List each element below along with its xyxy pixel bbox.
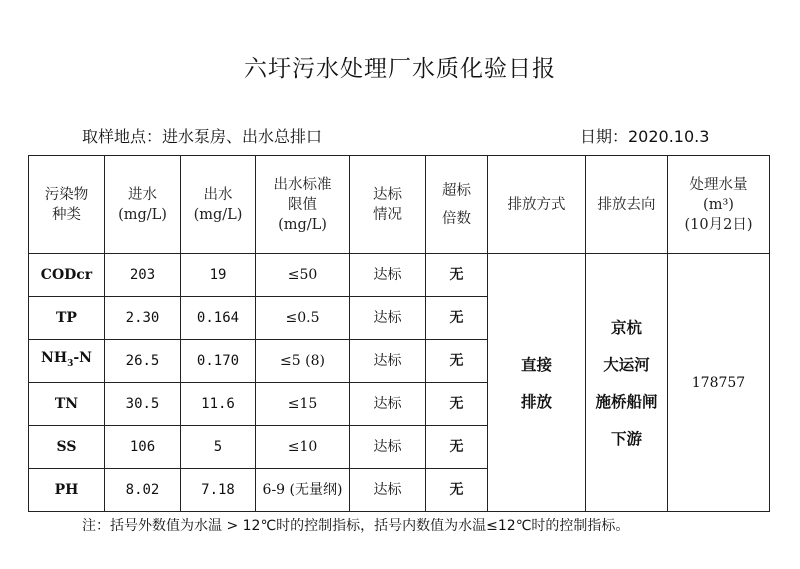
standard-cell: ≤10 bbox=[256, 426, 350, 469]
outflow-cell: 0.164 bbox=[181, 297, 256, 340]
outflow-cell: 11.6 bbox=[181, 383, 256, 426]
status-cell: 达标 bbox=[350, 426, 426, 469]
inflow-cell: 8.02 bbox=[105, 469, 181, 512]
header-discharge-method: 排放方式 bbox=[488, 156, 586, 254]
outflow-cell: 5 bbox=[181, 426, 256, 469]
inflow-cell: 30.5 bbox=[105, 383, 181, 426]
standard-cell: ≤0.5 bbox=[256, 297, 350, 340]
pollutant-cell: TN bbox=[29, 383, 105, 426]
exceed-cell: 无 bbox=[426, 383, 488, 426]
pollutant-cell: CODcr bbox=[29, 254, 105, 297]
discharge-method-cell: 直接 排放 bbox=[488, 254, 586, 512]
inflow-cell: 203 bbox=[105, 254, 181, 297]
standard-cell: ≤5 (8) bbox=[256, 340, 350, 383]
exceed-cell: 无 bbox=[426, 426, 488, 469]
water-quality-table bbox=[28, 155, 770, 512]
header-standard: 出水标准 限值 (mg/L) bbox=[256, 156, 350, 254]
exceed-cell: 无 bbox=[426, 469, 488, 512]
inflow-cell: 26.5 bbox=[105, 340, 181, 383]
inflow-cell: 106 bbox=[105, 426, 181, 469]
status-cell: 达标 bbox=[350, 340, 426, 383]
pollutant-cell: PH bbox=[29, 469, 105, 512]
outflow-cell: 0.170 bbox=[181, 340, 256, 383]
report-title: 六圩污水处理厂水质化验日报 bbox=[244, 56, 556, 82]
outflow-cell: 7.18 bbox=[181, 469, 256, 512]
standard-cell: ≤50 bbox=[256, 254, 350, 297]
discharge-destination-cell: 京杭 大运河 施桥船闸 下游 bbox=[586, 254, 668, 512]
outflow-cell: 19 bbox=[181, 254, 256, 297]
table-row bbox=[29, 254, 770, 297]
exceed-cell: 无 bbox=[426, 254, 488, 297]
header-volume: 处理水量 (m³) (10月2日) bbox=[668, 156, 770, 254]
exceed-cell: 无 bbox=[426, 340, 488, 383]
status-cell: 达标 bbox=[350, 469, 426, 512]
pollutant-cell: TP bbox=[29, 297, 105, 340]
pollutant-cell: $NH_3-N$ bbox=[29, 340, 105, 383]
header-exceed: 超标 倍数 bbox=[426, 156, 488, 254]
status-cell: 达标 bbox=[350, 297, 426, 340]
header-discharge-destination: 排放去向 bbox=[586, 156, 668, 254]
sampling-location: 取样地点：进水泵房、出水总排口 bbox=[82, 127, 323, 146]
report-date: 日期：2020.10.3 bbox=[580, 127, 710, 146]
header-outflow: 出水 (mg/L) bbox=[181, 156, 256, 254]
status-cell: 达标 bbox=[350, 383, 426, 426]
inflow-cell: 2.30 bbox=[105, 297, 181, 340]
treated-volume-cell: 178757 bbox=[668, 254, 770, 512]
standard-cell: ≤15 bbox=[256, 383, 350, 426]
header-pollutant: 污染物 种类 bbox=[29, 156, 105, 254]
pollutant-cell: SS bbox=[29, 426, 105, 469]
header-inflow: 进水 (mg/L) bbox=[105, 156, 181, 254]
header-row bbox=[29, 156, 770, 254]
status-cell: 达标 bbox=[350, 254, 426, 297]
footnote: 注：括号外数值为水温 > 12℃时的控制指标，括号内数值为水温≤12℃时的控制指标。 bbox=[82, 518, 630, 534]
header-compliance: 达标 情况 bbox=[350, 156, 426, 254]
exceed-cell: 无 bbox=[426, 297, 488, 340]
standard-cell: 6-9 (无量纲) bbox=[256, 469, 350, 512]
